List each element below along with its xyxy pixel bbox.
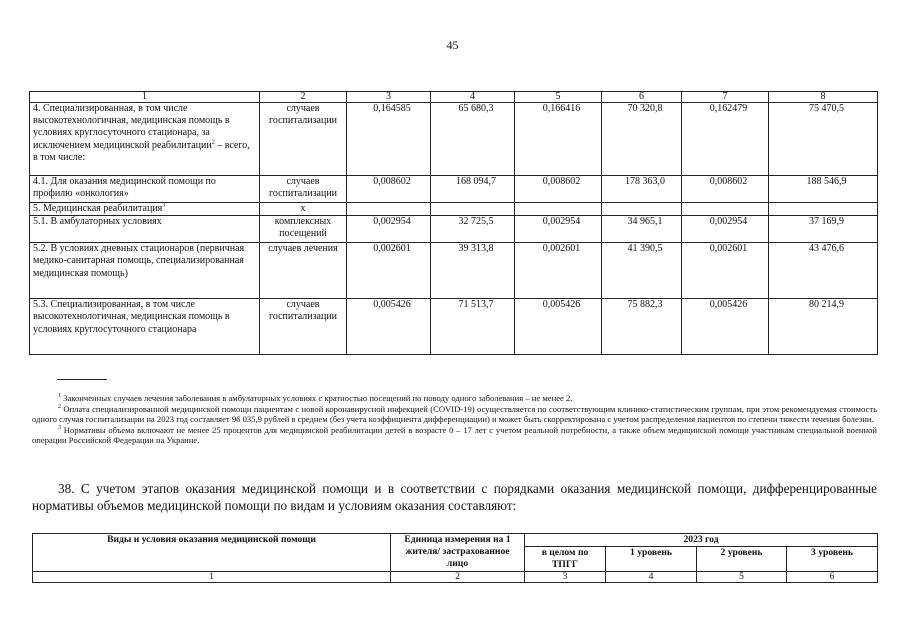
value-cell: 0,002601 [682, 243, 769, 299]
column-number: 5 [515, 92, 602, 103]
value-cell: 71 513,7 [431, 299, 515, 355]
unit-cell: случаев лечения [260, 243, 347, 299]
page-number: 45 [446, 38, 459, 52]
table-header-row [30, 92, 878, 103]
column-number: 7 [682, 92, 769, 103]
value-cell [347, 203, 431, 216]
column-number: 2 [260, 92, 347, 103]
column-header: 1 уровень [606, 547, 697, 572]
value-cell: 32 725,5 [431, 216, 515, 243]
value-cell: 39 313,8 [431, 243, 515, 299]
table-row [30, 299, 878, 355]
row-name: 5.2. В условиях дневных стационаров (первичная медико-санитарная помощь, специализированная медицинская помощь) [30, 243, 260, 299]
standards-table [29, 91, 878, 355]
unit-cell: комплексных посещений [260, 216, 347, 243]
value-cell [431, 203, 515, 216]
value-cell: 0,162479 [682, 103, 769, 176]
column-header-year: 2023 год [525, 534, 878, 547]
value-cell: 43 476,6 [769, 243, 878, 299]
column-number: 3 [347, 92, 431, 103]
footnote: $^2$ Оплата специализированной медицинской помощи пациентам с новой коронавирусной инфекцией (COVID-19) осуществляется по соответствующим клинико-статистическим группам, при этом рекомендуемая стоимость одного случая госпитализации на 2023 год составляет 96 035,9 рублей в среднем (без учета коэффициента дифференциации) и может быть скорректирована с учетом распределения пациентов по степени тяжести течения болезни. [32, 403, 877, 424]
unit-cell: случаев госпитализации [260, 103, 347, 176]
unit-cell: х [260, 203, 347, 216]
row-name: 5. Медицинская реабилитация$^3$ [30, 203, 260, 216]
value-cell: 70 320,8 [602, 103, 682, 176]
row-name: 4. Специализированная, в том числе высокотехнологичная, медицинская помощь в условиях круглосуточного стационара, за исключением медицинской реабилитации$^2$ – всего, в том числе: [30, 103, 260, 176]
table-row [30, 203, 878, 216]
footnote-mark: 1 [58, 393, 61, 400]
column-number: 4 [606, 572, 697, 583]
footnote-mark: 2 [58, 403, 61, 410]
value-cell [602, 203, 682, 216]
value-cell [515, 203, 602, 216]
value-cell: 80 214,9 [769, 299, 878, 355]
footnote: $^1$ Законченных случаев лечения заболевания в амбулаторных условиях с кратностью посещений по поводу одного заболевания – не менее 2. [58, 393, 573, 403]
column-header: 3 уровень [787, 547, 878, 572]
table-header-row [33, 534, 878, 547]
footnote: $^3$ Нормативы объема включают не менее 25 процентов для медицинской реабилитации детей в возрасте 0 – 17 лет с учетом реальной потребности, а также объем медицинской помощи участникам специальной военной операции Российской Федерации на Украине. [32, 424, 877, 445]
column-header: в целом по ТПГГ [525, 547, 606, 572]
table-row [30, 176, 878, 203]
value-cell: 0,005426 [347, 299, 431, 355]
value-cell: 0,002954 [682, 216, 769, 243]
value-cell: 0,002954 [515, 216, 602, 243]
paragraph-38: 38. С учетом этапов оказания медицинской помощи и в соответствии с порядками оказания медицинской помощи, дифференцированные нормативы объемов медицинской помощи по видам и условиям оказания составляют: [32, 481, 877, 513]
footnote-ref: 2 [211, 139, 215, 146]
table-row [30, 243, 878, 299]
column-number: 6 [602, 92, 682, 103]
value-cell: 0,002954 [347, 216, 431, 243]
value-cell [682, 203, 769, 216]
value-cell: 0,008602 [347, 176, 431, 203]
footnote-ref: 3 [162, 202, 166, 209]
row-name: 5.3. Специализированная, в том числе высокотехнологичная, медицинская помощь в условиях круглосуточного стационара [30, 299, 260, 355]
column-header: Виды и условия оказания медицинской помощи [33, 534, 391, 572]
column-number: 6 [787, 572, 878, 583]
column-number: 5 [697, 572, 787, 583]
footnotes [32, 393, 877, 446]
column-number: 3 [525, 572, 606, 583]
column-number: 2 [391, 572, 525, 583]
value-cell: 188 546,9 [769, 176, 878, 203]
value-cell: 75 882,3 [602, 299, 682, 355]
value-cell: 0,002601 [347, 243, 431, 299]
unit-cell: случаев госпитализации [260, 299, 347, 355]
value-cell: 0,005426 [682, 299, 769, 355]
table-row [30, 103, 878, 176]
column-number: 1 [33, 572, 391, 583]
value-cell: 0,005426 [515, 299, 602, 355]
value-cell: 0,002601 [515, 243, 602, 299]
differentiated-standards-table [32, 533, 878, 583]
table-row [30, 216, 878, 243]
value-cell: 0,166416 [515, 103, 602, 176]
column-number: 4 [431, 92, 515, 103]
value-cell: 168 094,7 [431, 176, 515, 203]
column-header: 2 уровень [697, 547, 787, 572]
value-cell: 65 680,3 [431, 103, 515, 176]
column-number: 1 [30, 92, 260, 103]
column-header: Единица измерения на 1 жителя/ застрахованное лицо [391, 534, 525, 572]
footnote-mark: 3 [58, 424, 61, 431]
value-cell: 34 965,1 [602, 216, 682, 243]
row-name: 4.1. Для оказания медицинской помощи по профилю «онкология» [30, 176, 260, 203]
value-cell [769, 203, 878, 216]
unit-cell: случаев госпитализации [260, 176, 347, 203]
value-cell: 37 169,9 [769, 216, 878, 243]
value-cell: 0,008602 [682, 176, 769, 203]
footnote-separator [57, 379, 107, 380]
column-number: 8 [769, 92, 878, 103]
value-cell: 75 470,5 [769, 103, 878, 176]
row-name: 5.1. В амбулаторных условиях [30, 216, 260, 243]
value-cell: 41 390,5 [602, 243, 682, 299]
value-cell: 0,008602 [515, 176, 602, 203]
value-cell: 0,164585 [347, 103, 431, 176]
table-index-row [33, 572, 878, 583]
value-cell: 178 363,0 [602, 176, 682, 203]
